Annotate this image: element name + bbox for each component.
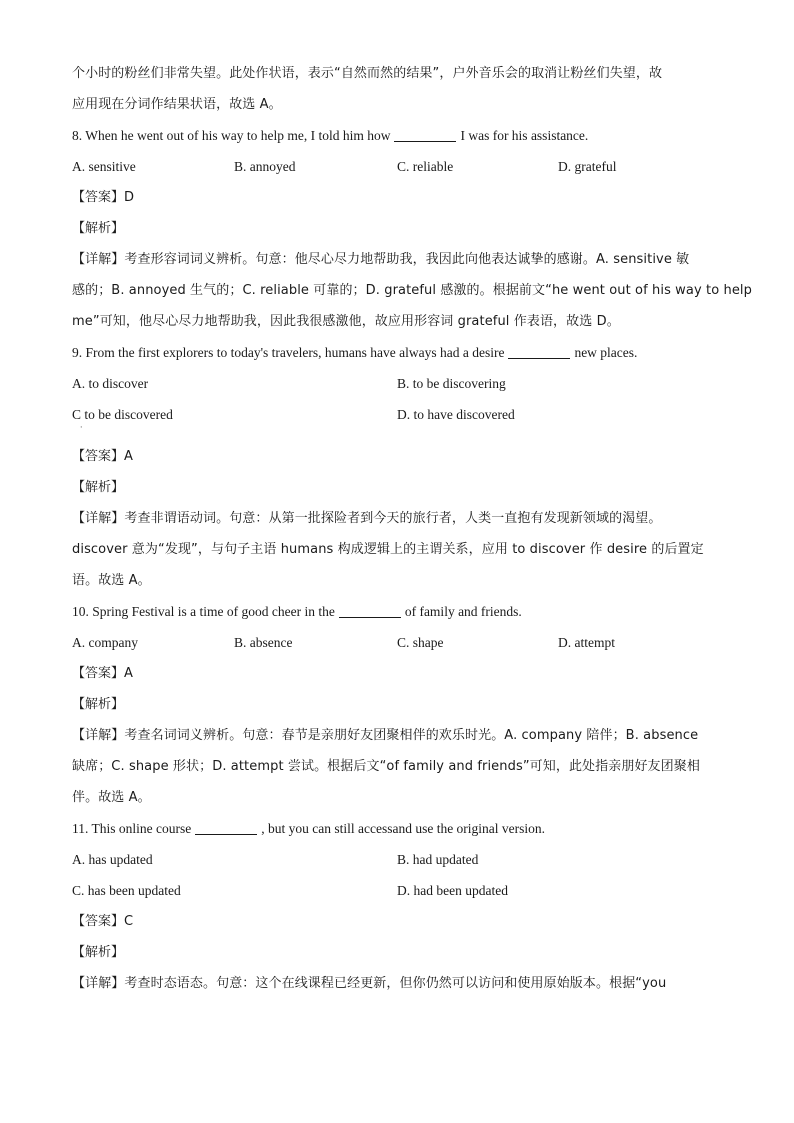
answer-blank xyxy=(508,344,570,359)
option-d: D. to have discovered xyxy=(397,407,515,422)
question-8-detail-line-3: me”可知，他尽心尽力地帮助我，因此我很感激他，故应用形容词 grateful 作表语，故选 D。 xyxy=(72,314,620,329)
question-11-options-row-2 xyxy=(72,875,722,906)
stray-dot-mark: · xyxy=(80,422,83,432)
question-10-stem-after: of family and friends. xyxy=(404,604,522,619)
question-8-analysis-label: 【解析】 xyxy=(72,221,125,236)
question-9-detail-line-2: discover 意为“发现”，与句子主语 humans 构成逻辑上的主谓关系，应用 to discover 作 desire 的后置定 xyxy=(72,542,704,557)
question-10-stem-before: 10. Spring Festival is a time of good cheer in the xyxy=(72,604,335,619)
question-8-stem-before: 8. When he went out of his way to help me, I told him how xyxy=(72,128,391,143)
question-9-stem-after: new places. xyxy=(574,345,638,360)
document-page xyxy=(72,58,752,999)
question-9-options-row-1 xyxy=(72,368,722,399)
question-9-answer: 【答案】A xyxy=(72,449,133,464)
answer-blank xyxy=(394,127,456,142)
option-c: C to be discovered xyxy=(72,407,173,422)
option-a: A. to discover xyxy=(72,376,149,391)
answer-blank xyxy=(339,603,401,618)
question-10-analysis-label: 【解析】 xyxy=(72,697,125,712)
question-11-answer: 【答案】C xyxy=(72,914,134,929)
option-c: C. reliable xyxy=(397,159,454,174)
question-10-detail-line-2: 缺席；C. shape 形状；D. attempt 尝试。根据后文“of family and friends”可知，此处指亲朋好友团聚相 xyxy=(72,759,700,774)
option-a: A. has updated xyxy=(72,852,153,867)
question-11-detail-line-1: 【详解】考查时态语态。句意：这个在线课程已经更新，但你仍然可以访问和使用原始版本。根据“you xyxy=(72,976,667,991)
option-a: A. company xyxy=(72,635,138,650)
question-11-stem xyxy=(72,813,722,844)
question-9-stem-before: 9. From the first explorers to today's travelers, humans have always had a desire xyxy=(72,345,505,360)
question-11-stem-before: 11. This online course xyxy=(72,821,192,836)
question-10-detail-line-1: 【详解】考查名词词义辨析。句意：春节是亲朋好友团聚相伴的欢乐时光。A. company 陪伴；B. absence xyxy=(72,728,699,743)
option-d: D. had been updated xyxy=(397,883,508,898)
question-10-answer: 【答案】A xyxy=(72,666,133,681)
option-b: B. annoyed xyxy=(234,159,296,174)
question-10-options xyxy=(72,627,722,658)
intro-line-2: 应用现在分词作结果状语，故选 A。 xyxy=(72,97,282,112)
option-c: C. has been updated xyxy=(72,883,181,898)
question-8-answer: 【答案】D xyxy=(72,190,135,205)
question-10-stem xyxy=(72,596,722,627)
question-11-options-row-1 xyxy=(72,844,722,875)
intro-line-1: 个小时的粉丝们非常失望。此处作状语，表示“自然而然的结果”，户外音乐会的取消让粉丝们失望，故 xyxy=(72,66,663,81)
option-a: A. sensitive xyxy=(72,159,136,174)
question-11-analysis-label: 【解析】 xyxy=(72,945,125,960)
question-8-detail-line-2: 感的；B. annoyed 生气的；C. reliable 可靠的；D. grateful 感激的。根据前文“he went out of his way to help xyxy=(72,283,752,298)
question-8-options xyxy=(72,151,722,182)
question-9-analysis-label: 【解析】 xyxy=(72,480,125,495)
question-8-stem xyxy=(72,120,722,151)
answer-blank xyxy=(195,820,257,835)
question-10-detail-line-3: 伴。故选 A。 xyxy=(72,790,151,805)
option-d: D. grateful xyxy=(558,159,617,174)
question-9-stem xyxy=(72,337,722,368)
spacer xyxy=(72,430,722,441)
question-9-detail-line-1: 【详解】考查非谓语动词。句意：从第一批探险者到今天的旅行者，人类一直抱有发现新领域的渴望。 xyxy=(72,511,662,526)
option-b: B. to be discovering xyxy=(397,376,506,391)
question-8-stem-after: I was for his assistance. xyxy=(460,128,589,143)
option-b: B. absence xyxy=(234,635,293,650)
question-8-detail-line-1: 【详解】考查形容词词义辨析。句意：他尽心尽力地帮助我，我因此向他表达诚挚的感谢。A. sensitive 敏 xyxy=(72,252,690,267)
question-9-options-row-2 xyxy=(72,399,722,430)
question-11-stem-after: , but you can still accessand use the original version. xyxy=(261,821,546,836)
option-b: B. had updated xyxy=(397,852,479,867)
option-d: D. attempt xyxy=(558,635,615,650)
question-9-detail-line-3: 语。故选 A。 xyxy=(72,573,151,588)
option-c: C. shape xyxy=(397,635,444,650)
